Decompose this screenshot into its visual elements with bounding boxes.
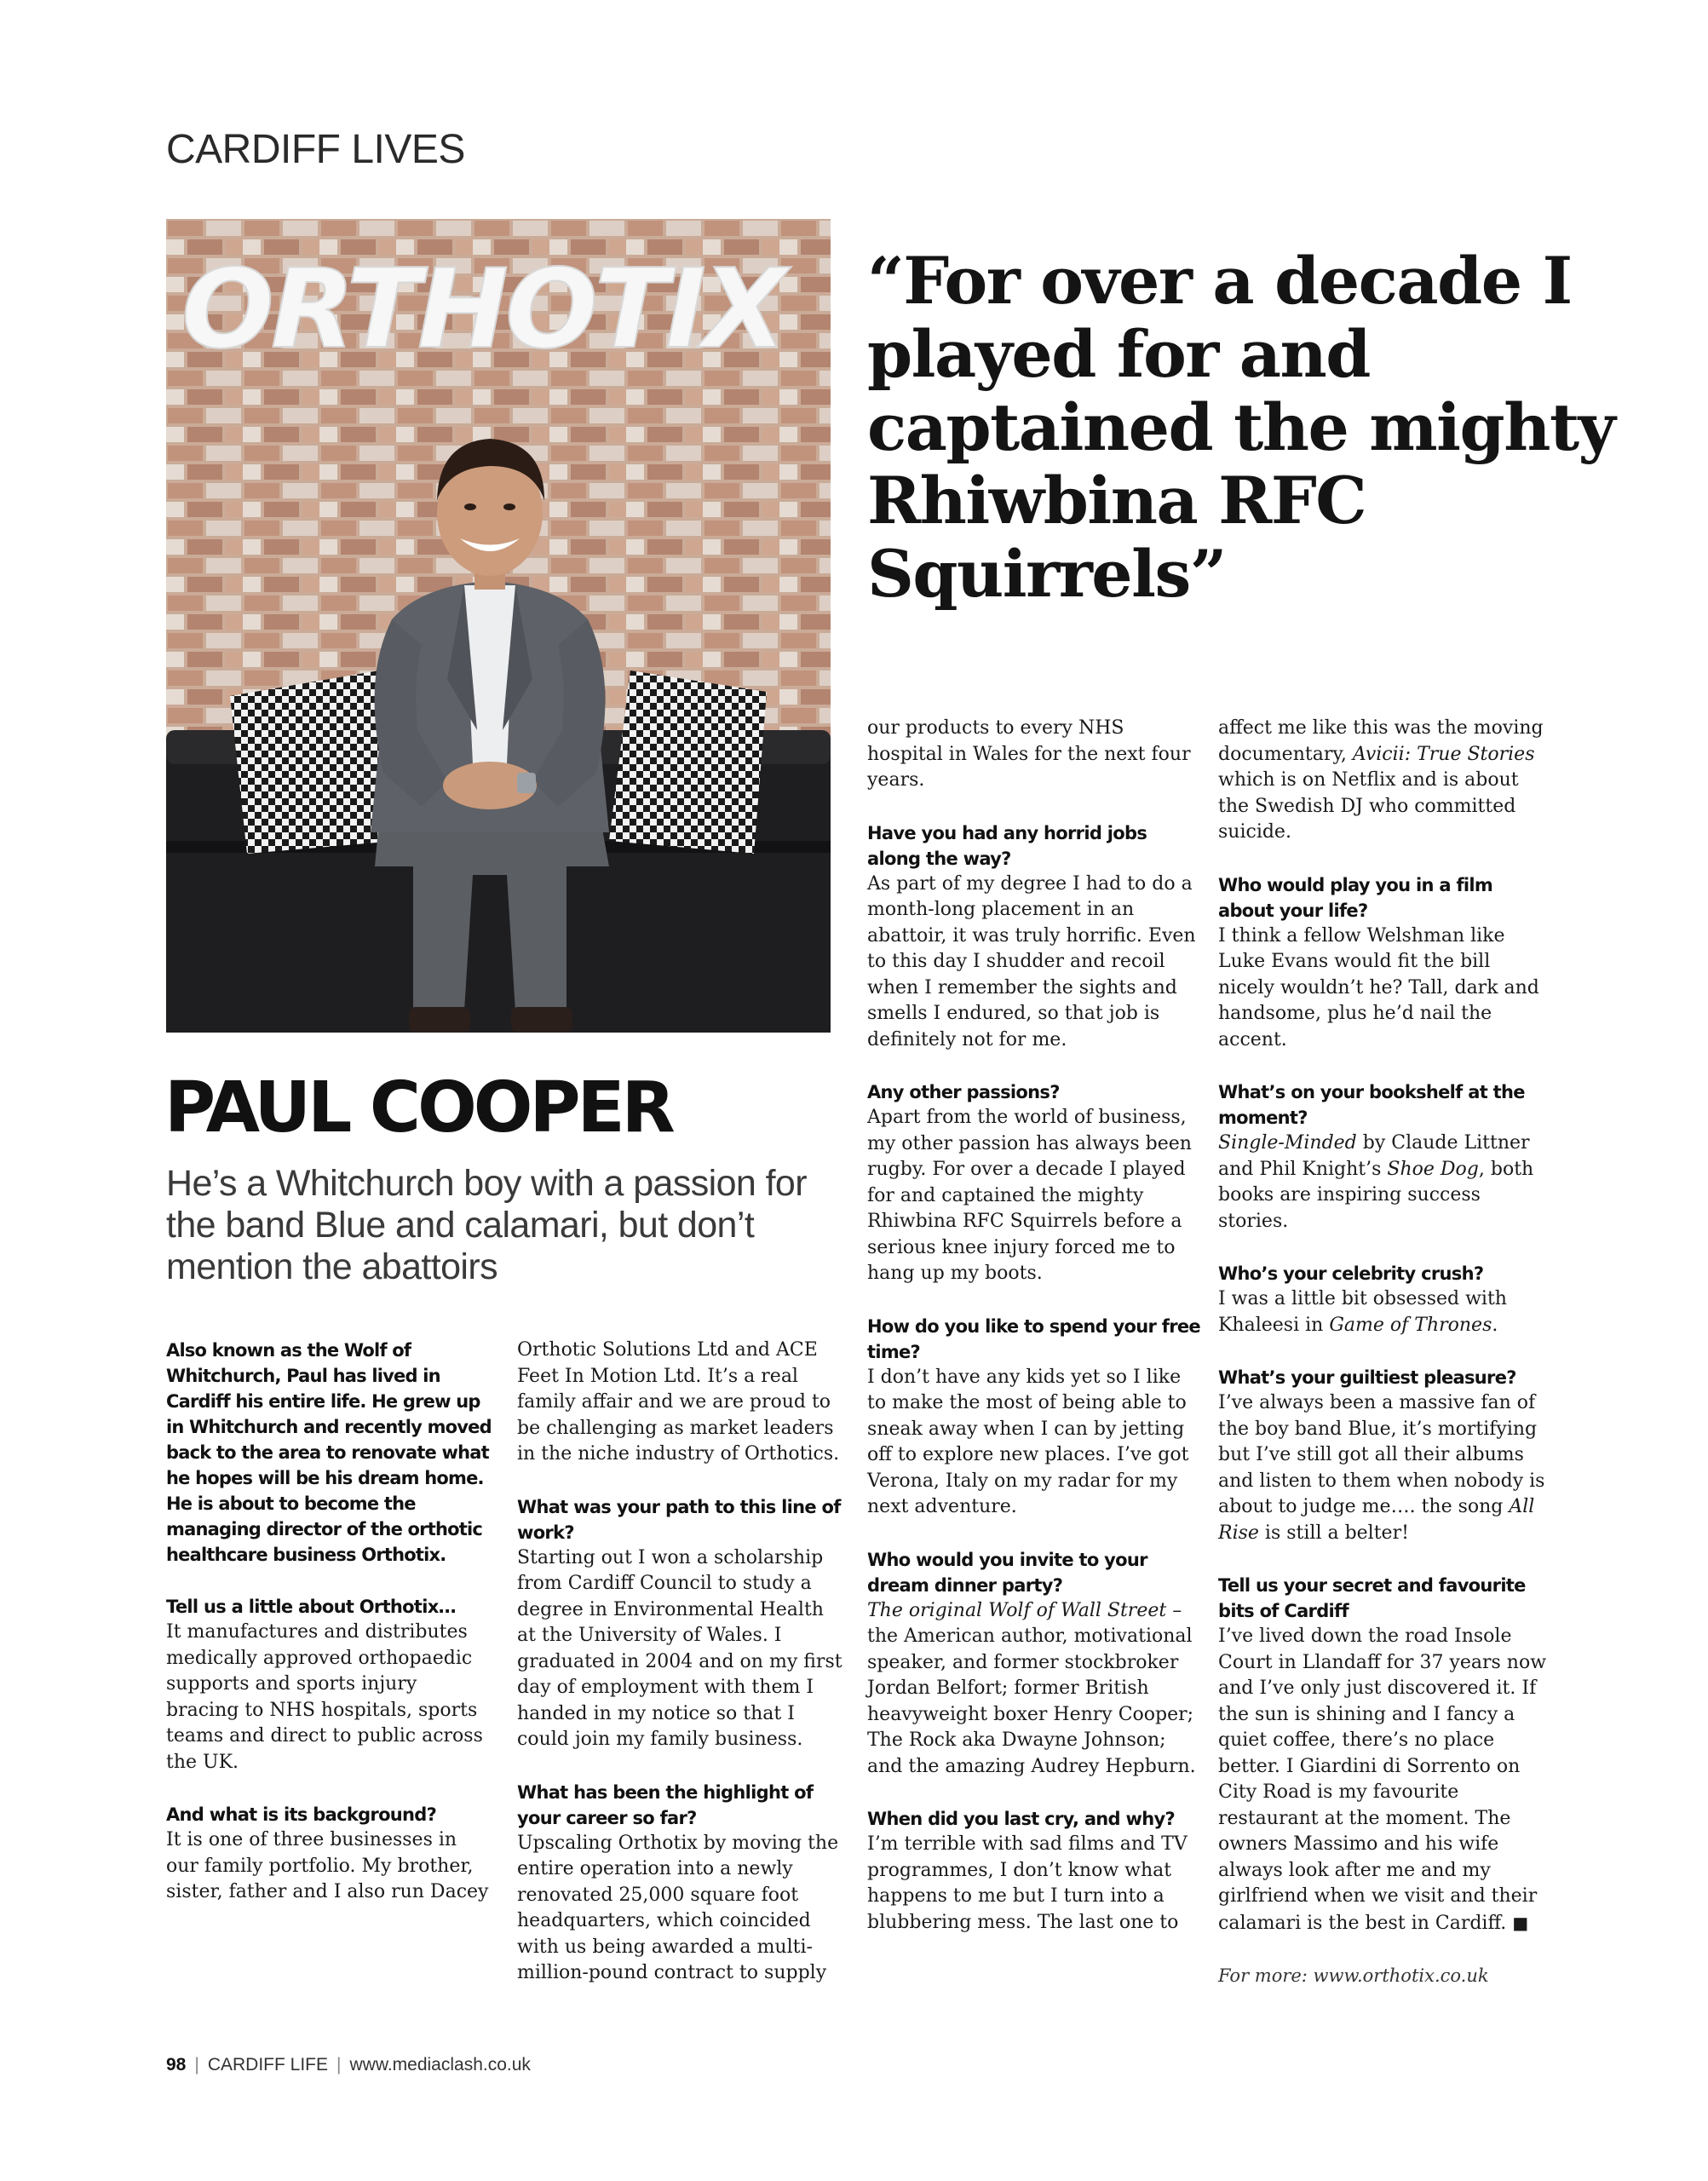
question: How do you like to spend your free time? [867, 1315, 1200, 1362]
section-label: CARDIFF LIVES [166, 127, 465, 172]
question: What’s your guiltiest pleasure? [1218, 1367, 1516, 1388]
column-1 [166, 1338, 494, 1906]
italic-title: Single-Minded [1218, 1132, 1357, 1154]
question: Who’s your celebrity crush? [1218, 1263, 1484, 1284]
column-4 [1218, 716, 1552, 1989]
answer-continued: Orthotic Solutions Ltd and ACE Feet In Motion Ltd. It’s a real family affair and we are proud to be challenging as market leaders in the niche industry of Orthotics. [517, 1339, 840, 1465]
answer: As part of my degree I had to do a month-long placement in an abattoir, it was truly horrific. Even to this day I shudder and recoil when I remember the sights and smells I endured, so that job is definitely not for me. [867, 872, 1196, 1050]
italic-title: The original Wolf of Wall Street [867, 1599, 1167, 1621]
question: Any other passions? [867, 1082, 1060, 1102]
end-mark-icon: ■ [1512, 1912, 1529, 1933]
question: Who would play you in a film about your life? [1218, 874, 1493, 921]
question: What has been the highlight of your career so far? [517, 1781, 814, 1828]
answer: It manufactures and distributes medically approved orthopaedic supports and sports injury bracing to NHS hospitals, sports teams and direct to public across the UK. [166, 1621, 483, 1773]
column-2 [517, 1338, 845, 1987]
question: Tell us a little about Orthotix… [166, 1597, 456, 1617]
portrait-photo [166, 219, 831, 1033]
question: What’s on your bookshelf at the moment? [1218, 1082, 1525, 1128]
italic-title: All Rise [1218, 1496, 1535, 1544]
answer: Starting out I won a scholarship from Cardiff Council to study a degree in Environmental Health at the University of Wales. I graduated in 2004 and on my first day of employment with them I handed in my notice so that I could join my family business. [517, 1546, 842, 1750]
question: Tell us your secret and favourite bits of Cardiff [1218, 1575, 1526, 1621]
orthotix-sign: ORTHOTIX [181, 246, 784, 373]
question: Who would you invite to your dream dinner party? [867, 1549, 1147, 1596]
intro-paragraph: Also known as the Wolf of Whitchurch, Paul has lived in Cardiff his entire life. He grew up in Whitchurch and recently moved back to the area to renovate what he hopes will be his dream home. He is about to become the managing director of the orthotic healthcare business Orthotix. [166, 1340, 492, 1565]
column-3 [867, 716, 1201, 1936]
answer: I was a little bit obsessed with Khaleesi in Game of Thrones. [1218, 1288, 1507, 1336]
photo-illustration [166, 219, 831, 1033]
question: When did you last cry, and why? [867, 1809, 1175, 1829]
headline: PAUL COOPER [164, 1067, 672, 1148]
answer: Single-Minded by Claude Littner and Phil Knight’s Shoe Dog, both books are inspiring success stories. [1218, 1132, 1534, 1232]
page-footer: 98 | CARDIFF LIFE | www.mediaclash.co.uk [166, 2055, 531, 2075]
answer: I’ve always been a massive fan of the boy band Blue, it’s mortifying but I’ve still got all their albums and listen to them when nobody is about to judge me…. the song All Rise is still a belter! [1218, 1392, 1545, 1544]
website-credit[interactable]: For more: www.orthotix.co.uk [1218, 1965, 1489, 1986]
italic-title: Game of Thrones [1329, 1314, 1492, 1336]
pull-quote: “For over a decade I played for and captained the mighty Rhiwbina RFC Squirrels” [867, 243, 1615, 612]
answer: I don’t have any kids yet so I like to make the most of being able to sneak away when I can by jetting off to explore new places. I’ve got Verona, Italy on my radar for my next adventure. [867, 1366, 1189, 1517]
question: Have you had any horrid jobs along the way? [867, 822, 1147, 869]
answer: I’ve lived down the road Insole Court in Llandaff for 37 years now and I’ve only just discovered it. If the sun is shining and I fancy a quiet coffee, there’s no place better. I Giardini di Sorrento on City Road is my favourite restaurant at the moment. The owners Massimo and his wife always look after me and my girlfriend when we visit and their calamari is the best in Cardiff. ■ [1218, 1626, 1547, 1934]
footer-website[interactable]: www.mediaclash.co.uk [349, 2055, 531, 2075]
italic-title: Shoe Dog [1387, 1158, 1479, 1180]
answer: It is one of three businesses in our family portfolio. My brother, sister, father and I also run Dacey [166, 1829, 489, 1902]
question: What was your path to this line of work? [517, 1496, 841, 1543]
page-number: 98 [166, 2055, 187, 2075]
answer: I’m terrible with sad films and TV programmes, I don’t know what happens to me but I turn into a blubbering mess. The last one to [867, 1833, 1188, 1933]
answer-continued: our products to every NHS hospital in Wales for the next four years. [867, 717, 1191, 791]
answer: Upscaling Orthotix by moving the entire operation into a newly renovated 25,000 square foot headquarters, which coincided with us being awarded a multi-million-pound contract to supply [517, 1832, 839, 1983]
italic-title: Avicii: True Stories [1352, 743, 1535, 765]
magazine-name: CARDIFF LIFE [207, 2055, 329, 2075]
answer-continued: affect me like this was the moving documentary, Avicii: True Stories which is on Netflix and is about the Swedish DJ who committed suicide. [1218, 717, 1544, 843]
answer: Apart from the world of business, my other passion has always been rugby. For over a decade I played for and captained the mighty Rhiwbina RFC Squirrels before a serious knee injury forced me to hang up my boots. [867, 1107, 1192, 1284]
answer: I think a fellow Welshman like Luke Evans would fit the bill nicely wouldn’t he? Tall, dark and handsome, plus he’d nail the accent. [1218, 924, 1539, 1050]
standfirst: He’s a Whitchurch boy with a passion for the band Blue and calamari, but don’t mention the abattoirs [166, 1163, 807, 1287]
answer: The original Wolf of Wall Street – the American author, motivational speaker, and former stockbroker Jordan Belfort; former British heavyweight boxer Henry Cooper; The Rock aka Dwayne Johnson; and the amazing Audrey Hepburn. [867, 1599, 1196, 1777]
question: And what is its background? [166, 1804, 437, 1825]
